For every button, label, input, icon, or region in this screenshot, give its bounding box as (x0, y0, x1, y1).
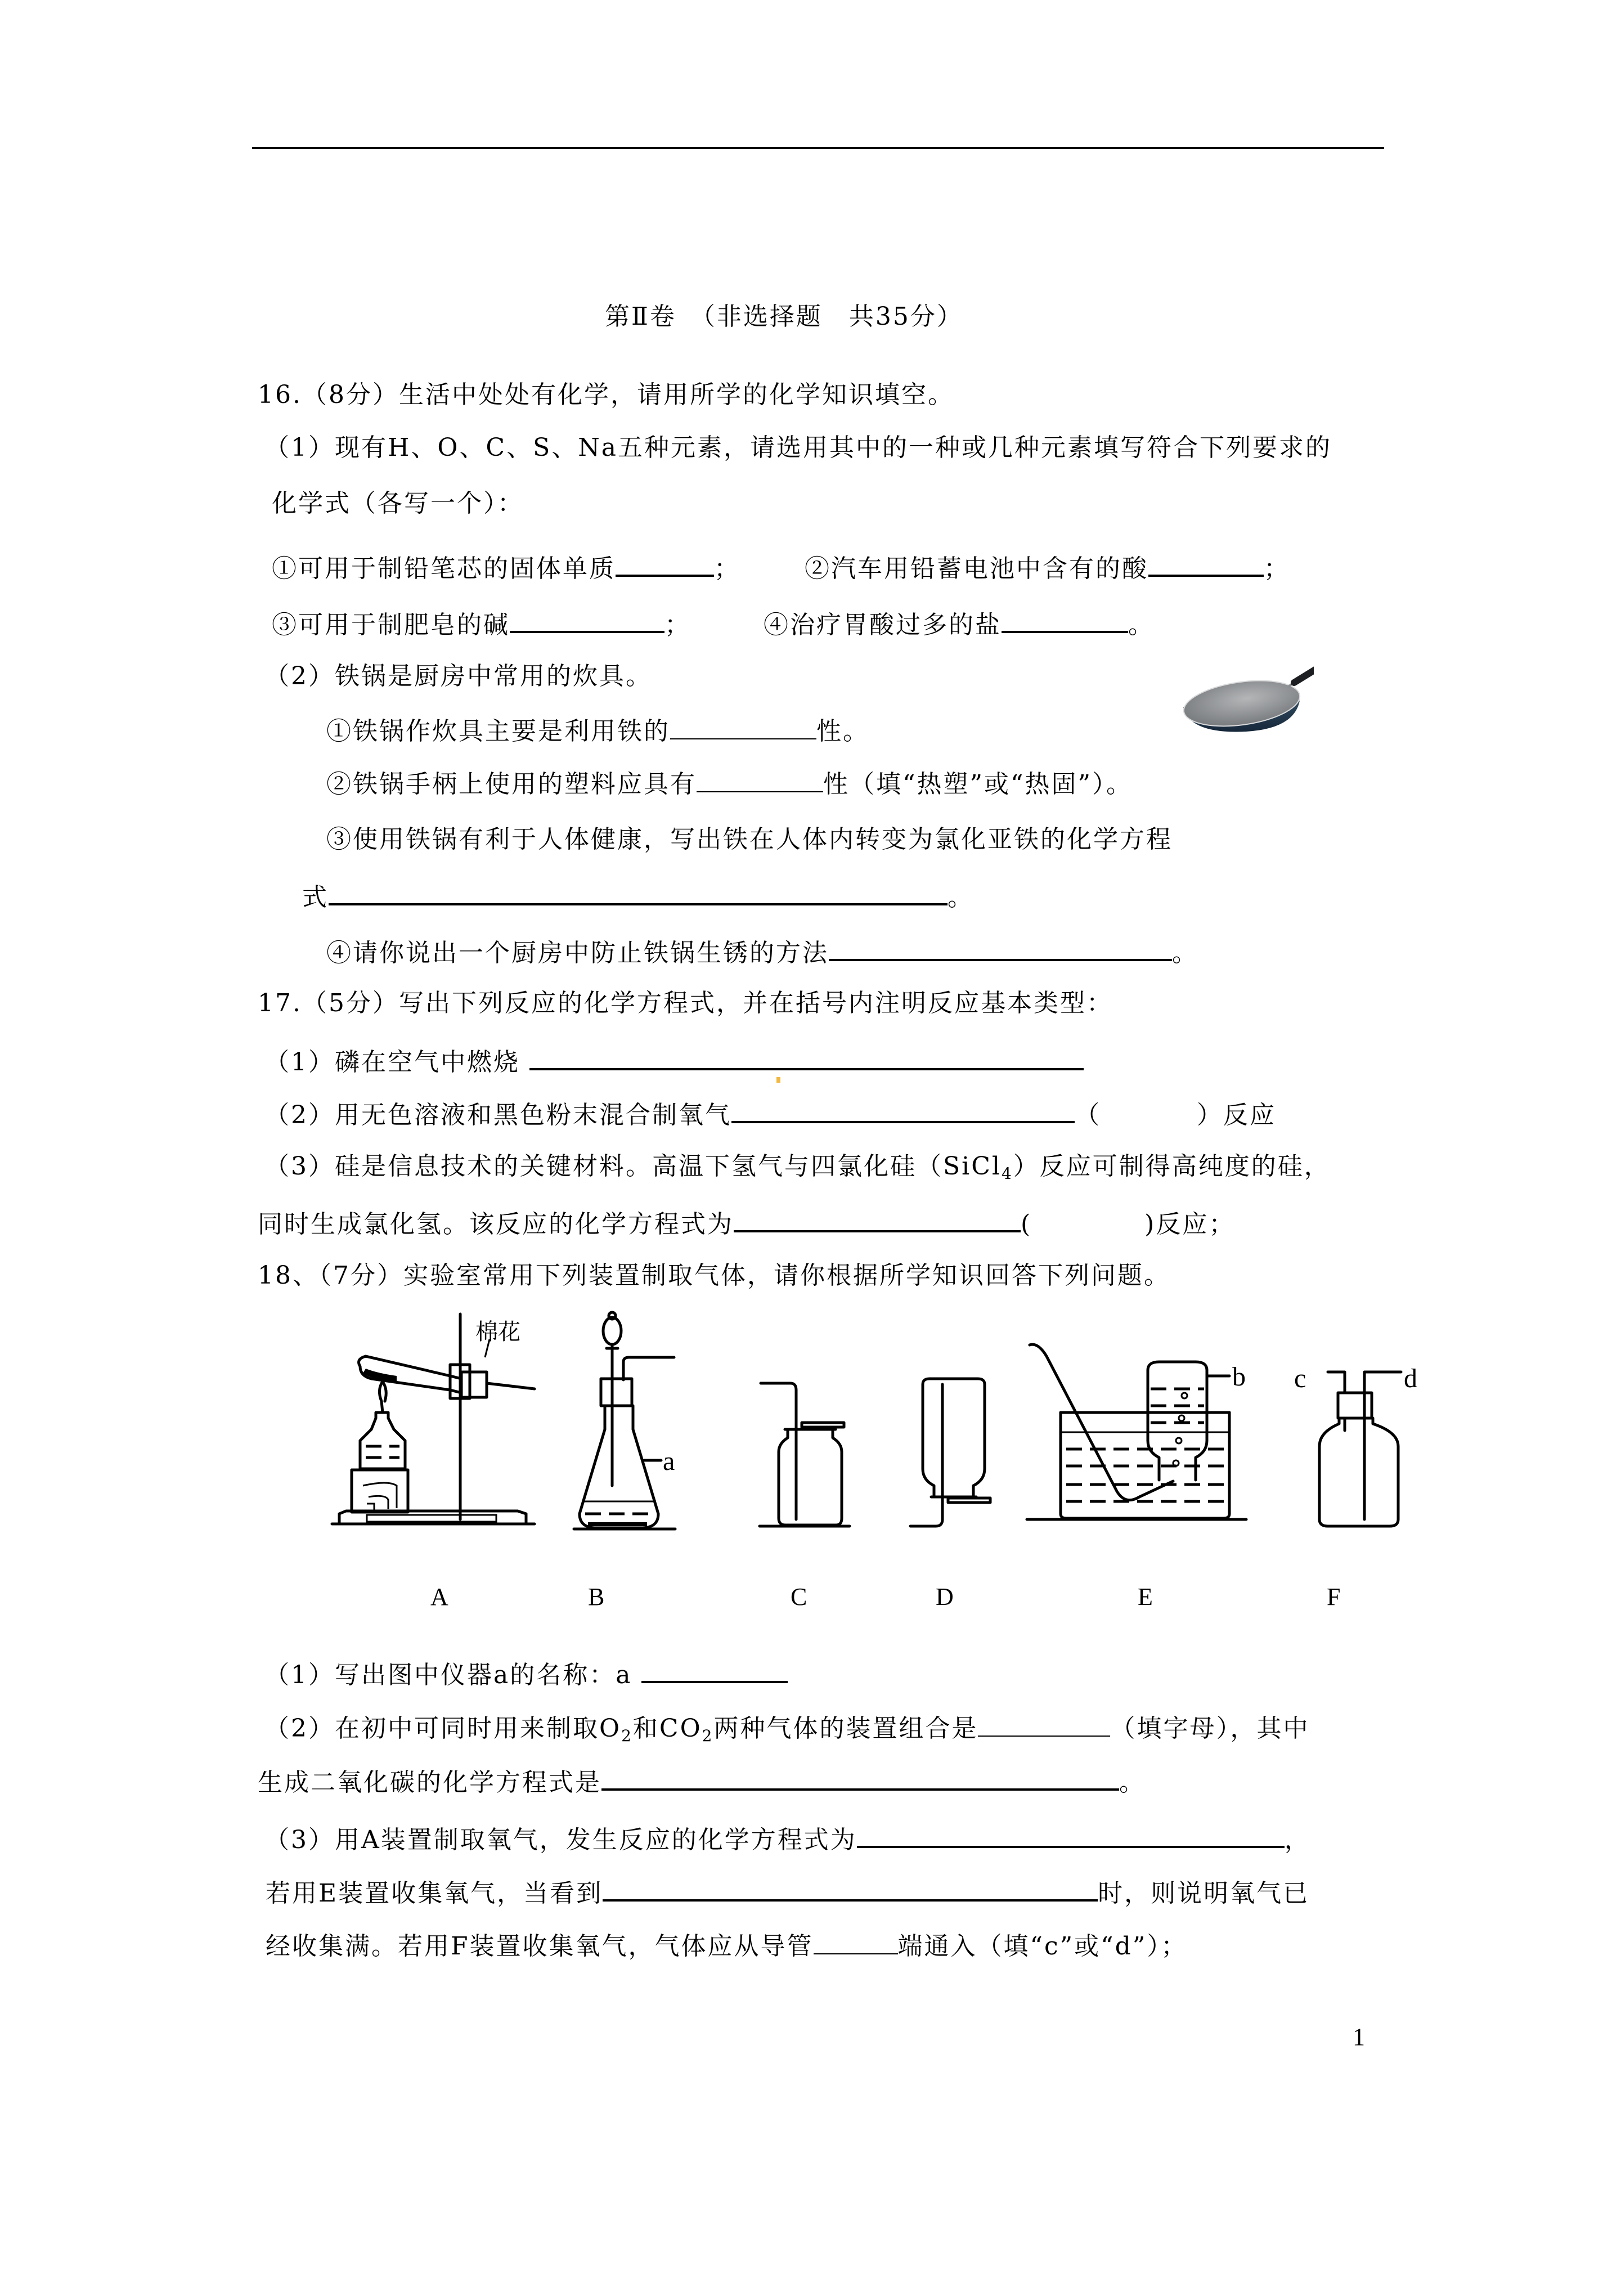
q17-part2-blank[interactable] (731, 1096, 1075, 1123)
q18-part3-line2-end: 时，则说明氧气已 (1098, 1879, 1310, 1908)
q17-part2 (264, 1096, 1276, 1128)
q18-o2-subscript: 2 (621, 1727, 633, 1745)
q18-co2-subscript: 2 (702, 1727, 714, 1745)
c-gas-bottle (779, 1429, 842, 1525)
header-rule (252, 147, 1384, 149)
q16-part2-item2-end: 性（填“热塑”或“热固”）。 (823, 770, 1133, 799)
q18-part2-text-post: 两种气体的装置组合是 (713, 1714, 978, 1743)
q18-part3-observation-blank[interactable] (603, 1875, 1098, 1902)
q18-part2-line2-text: 生成二氧化碳的化学方程式是 (258, 1768, 601, 1797)
q18-part3-line3-end: 端通入（填“c”或“d”）； (897, 1932, 1188, 1961)
q17-stem: 17.（5分）写出下列反应的化学方程式，并在括号内注明反应基本类型： (258, 989, 1113, 1017)
q16-part2-item3-line1: ③使用铁锅有利于人体健康，写出铁在人体内转变为氯化亚铁的化学方程 (326, 825, 1173, 854)
q16-item3 (272, 606, 691, 638)
b-conical-flask (580, 1406, 658, 1528)
q17-part3-line2-text: 同时生成氯化氢。该反应的化学方程式为 (258, 1210, 734, 1239)
q16-part2-item1-text: ①铁锅作炊具主要是利用铁的 (326, 717, 670, 746)
q18-part3-equation-blank[interactable] (857, 1821, 1285, 1848)
q16-item2 (805, 550, 1290, 581)
q16-part1-line1: （1）现有H、O、C、S、Na五种元素，请选用其中的一种或几种元素填写符合下列要求的 (264, 433, 1332, 462)
q17-part1 (264, 1043, 1084, 1075)
d-gas-bottle (923, 1379, 985, 1497)
e-collecting-bottle (1148, 1362, 1207, 1480)
apparatus-e (1027, 1344, 1246, 1519)
q16-item3-text: ③可用于制肥皂的碱 (272, 611, 510, 639)
q17-part3-text-end: ）反应可制得高纯度的硅， (1013, 1152, 1331, 1181)
q17-part1-blank[interactable] (529, 1043, 1084, 1070)
q16-part2-item3-end: 。 (948, 883, 974, 912)
e-bubble (1173, 1460, 1179, 1466)
q18-part1-blank[interactable] (641, 1656, 788, 1683)
q18-part3-tube-blank[interactable] (814, 1929, 898, 1954)
q17-part2-text: （2）用无色溶液和黑色粉末混合制氧气 (264, 1101, 731, 1129)
e-bubble-2 (1176, 1438, 1182, 1443)
figure-label-b: B (588, 1583, 605, 1611)
q16-item3-blank[interactable] (510, 606, 664, 633)
e-label-b: b (1232, 1362, 1246, 1392)
q16-part2-item1-blank[interactable] (670, 714, 816, 739)
a-alcohol-lamp (360, 1412, 405, 1469)
q17-part3-subscript: 4 (1001, 1164, 1013, 1183)
a-cotton-pointer (485, 1339, 490, 1357)
q16-item2-end: ； (1264, 554, 1290, 583)
apparatus-a (332, 1314, 535, 1524)
a-delivery-tube (487, 1383, 535, 1389)
q16-item4-blank[interactable] (1002, 606, 1128, 633)
a-wood-grain (363, 1483, 397, 1511)
q17-part3-line2 (258, 1205, 1235, 1237)
wok-image (1179, 656, 1314, 734)
q16-part2-item2-text: ②铁锅手柄上使用的塑料应具有 (326, 770, 697, 799)
c-glass-plate (802, 1423, 844, 1427)
a-stopper (461, 1372, 487, 1397)
apparatus-c (760, 1383, 850, 1526)
e-bubble-4 (1182, 1393, 1187, 1398)
apparatus-f (1294, 1364, 1417, 1526)
b-funnel-bulb (603, 1317, 621, 1344)
q16-item4-end: 。 (1128, 611, 1155, 639)
q16-item1-text: ①可用于制铅笔芯的固体单质 (272, 554, 616, 583)
q17-part3-blank[interactable] (734, 1205, 1021, 1232)
f-tube-c (1328, 1372, 1345, 1393)
q18-part2-combo-blank[interactable] (978, 1711, 1110, 1737)
q17-part3-paren-close: )反应； (1144, 1210, 1236, 1239)
a-wood-block (352, 1470, 408, 1512)
figure-label-a: A (430, 1583, 448, 1611)
stray-mark (776, 1077, 780, 1083)
q16-item2-text: ②汽车用铅蓄电池中含有的酸 (805, 554, 1148, 583)
q16-part2-item4-end: 。 (1172, 939, 1198, 967)
apparatus-b (574, 1312, 675, 1529)
section-title: 第Ⅱ卷 （非选择题 共35分） (605, 302, 963, 331)
a-clamp (450, 1365, 470, 1398)
q17-part1-text: （1）磷在空气中燃烧 (264, 1048, 520, 1077)
q18-part2-text: （2）在初中可同时用来制取O (264, 1714, 622, 1743)
a-cotton-label: 棉花 (475, 1319, 520, 1345)
q18-part3-line2 (266, 1875, 1309, 1906)
q18-part3-line2-text: 若用E装置收集氧气，当看到 (266, 1879, 603, 1908)
q17-part3-line1 (264, 1151, 1331, 1182)
a-reagent (363, 1369, 397, 1382)
q16-part2-item1-end: 性。 (816, 717, 869, 746)
q16-part2-item4-text: ④请你说出一个厨房中防止铁锅生锈的方法 (326, 939, 829, 967)
q16-part2-item1 (326, 714, 869, 745)
f-bottle (1319, 1418, 1398, 1526)
q16-item4 (764, 606, 1155, 638)
a-flame (379, 1382, 386, 1412)
e-bubble-3 (1179, 1415, 1184, 1421)
figure-label-e: E (1138, 1583, 1153, 1611)
q18-part1-text: （1）写出图中仪器a的名称：a (264, 1661, 632, 1689)
apparatus-d (910, 1379, 990, 1526)
q18-part3-text-end: ， (1284, 1826, 1311, 1854)
q16-part2: （2）铁锅是厨房中常用的炊具。 (264, 662, 652, 690)
b-label-a: a (663, 1446, 675, 1476)
q16-item1-blank[interactable] (616, 550, 714, 577)
q18-part3-line3-text: 经收集满。若用F装置收集氧气，气体应从导管 (266, 1932, 814, 1961)
d-glass-plate (948, 1498, 990, 1503)
q18-part3-line3 (266, 1929, 1187, 1960)
q16-item1-end: ； (714, 554, 740, 583)
d-delivery-tube (910, 1384, 942, 1526)
q16-part2-item2-blank[interactable] (697, 766, 823, 792)
q18-part2-line2-end: 。 (1119, 1768, 1146, 1797)
q18-part2-line2 (258, 1764, 1146, 1795)
a-test-tube (359, 1356, 461, 1393)
f-tube-d (1364, 1372, 1401, 1519)
f-label-d: d (1404, 1364, 1417, 1393)
b-delivery-tube (623, 1357, 674, 1380)
q18-part2-line1 (264, 1711, 1310, 1745)
q17-part3-text: （3）硅是信息技术的关键材料。高温下氢气与四氯化硅（SiCl (264, 1152, 1002, 1181)
b-rubber-stopper (601, 1379, 632, 1406)
q18-part1 (264, 1656, 788, 1688)
q16-item3-end: ； (664, 611, 691, 639)
q17-part2-paren-open: （ (1075, 1101, 1101, 1129)
q17-part2-paren-close: ）反应 (1197, 1101, 1276, 1129)
q16-part2-item3-line2 (302, 878, 974, 910)
q16-part2-item2 (326, 766, 1133, 798)
q16-part1-line2: 化学式（各写一个）： (272, 489, 524, 518)
page-number: 1 (1353, 2023, 1365, 2051)
q16-item2-blank[interactable] (1148, 550, 1264, 577)
c-delivery-tube (761, 1383, 796, 1519)
q18-part2-text-end: （填字母），其中 (1110, 1714, 1310, 1743)
q18-stem: 18、（7分）实验室常用下列装置制取气体，请你根据所学知识回答下列问题。 (258, 1261, 1170, 1290)
q16-part2-item3-blank[interactable] (329, 878, 948, 905)
figure-label-c: C (791, 1583, 807, 1611)
figure-label-d: D (936, 1583, 954, 1611)
q18-part2-equation-blank[interactable] (601, 1764, 1119, 1791)
b-funnel-stopper (609, 1312, 616, 1319)
e-water-trough (1061, 1412, 1229, 1518)
a-stand-base-plate (367, 1515, 496, 1522)
b-solid-reagent (588, 1522, 647, 1526)
q16-part2-item4-blank[interactable] (829, 934, 1172, 961)
a-stand-base (339, 1511, 526, 1524)
f-label-c: c (1294, 1364, 1306, 1393)
q18-part3-line1 (264, 1821, 1311, 1853)
q16-part2-item3-text: 式 (302, 883, 329, 912)
f-rubber-stopper (1338, 1393, 1372, 1418)
q18-part3-text: （3）用A装置制取氧气，发生反应的化学方程式为 (264, 1826, 857, 1854)
wok-handle (1294, 660, 1314, 683)
e-delivery-tube (1030, 1344, 1173, 1500)
q16-part2-item4 (326, 934, 1198, 966)
q18-part2-text-mid: 和CO (632, 1714, 702, 1743)
figure-label-f: F (1327, 1583, 1341, 1611)
q16-item4-text: ④治疗胃酸过多的盐 (764, 611, 1002, 639)
q17-part3-paren-open: ( (1021, 1210, 1032, 1239)
q16-item1 (272, 550, 740, 581)
q16-stem: 16.（8分）生活中处处有化学，请用所学的化学知识填空。 (258, 380, 954, 409)
